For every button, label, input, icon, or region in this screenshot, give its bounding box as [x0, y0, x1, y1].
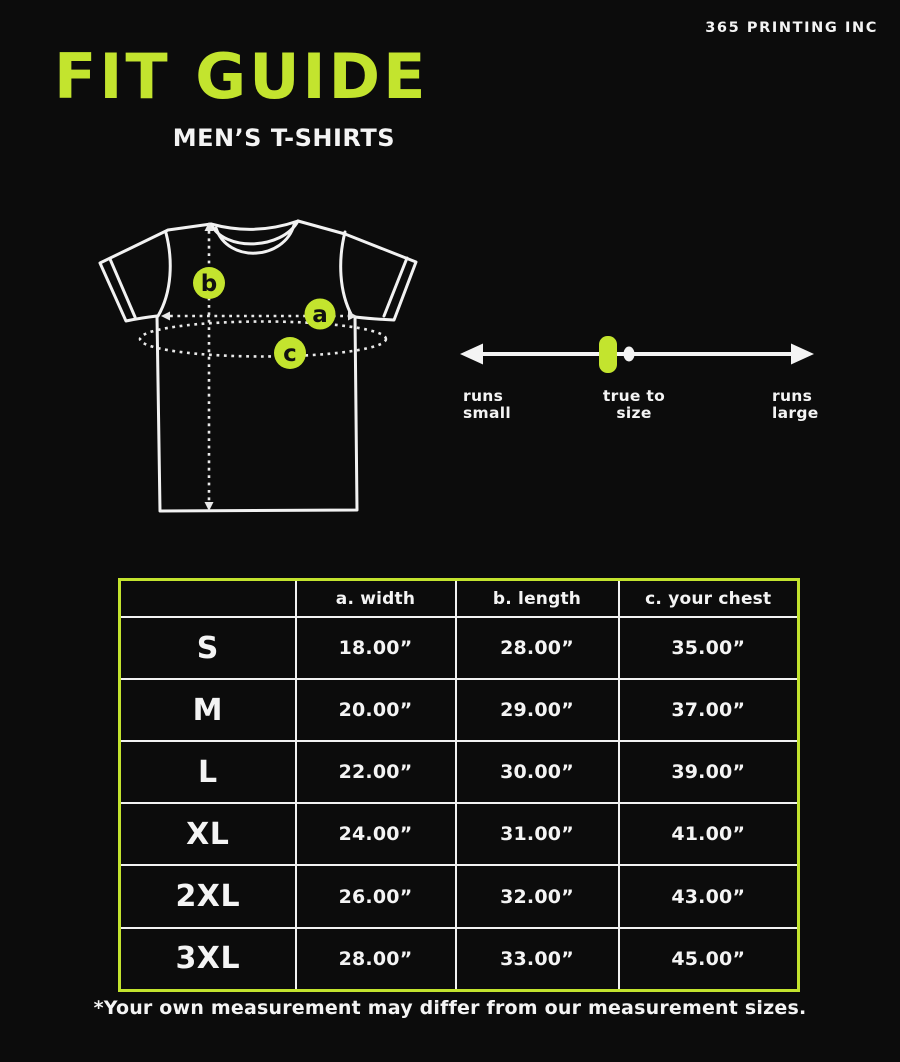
chest-value: 37.00”: [619, 679, 799, 741]
size-label: M: [120, 679, 296, 741]
right-armhole-line: [341, 232, 352, 316]
collar-back-line: [211, 221, 298, 229]
width-value: 24.00”: [296, 803, 456, 865]
left-cuff-line: [110, 259, 135, 317]
size-label: S: [120, 617, 296, 679]
header-length: b. length: [456, 580, 619, 618]
chest-measure-ellipse: [140, 322, 386, 357]
length-value: 31.00”: [456, 803, 619, 865]
table-row: [120, 679, 799, 741]
scale-label-true-to-size: true to size: [602, 387, 666, 422]
length-value: 30.00”: [456, 741, 619, 803]
fit-scale-arrow-left-icon: [460, 344, 483, 365]
size-chart-table: [118, 578, 800, 992]
width-value: 26.00”: [296, 865, 456, 927]
tshirt-outline: [100, 221, 416, 511]
right-cuff-line: [384, 258, 407, 316]
width-value: 18.00”: [296, 617, 456, 679]
size-label: L: [120, 741, 296, 803]
table-header-row: [120, 580, 799, 618]
length-value: 28.00”: [456, 617, 619, 679]
length-value: 33.00”: [456, 928, 619, 991]
size-label: 2XL: [120, 865, 296, 927]
table-row: [120, 741, 799, 803]
header-size: [120, 580, 296, 618]
header-width: a. width: [296, 580, 456, 618]
length-value: 32.00”: [456, 865, 619, 927]
brand-text: 365 PRINTING INC: [705, 20, 878, 36]
chest-value: 43.00”: [619, 865, 799, 927]
header-chest: c. your chest: [619, 580, 799, 618]
width-value: 28.00”: [296, 928, 456, 991]
footnote: *Your own measurement may differ from our measurement sizes.: [93, 997, 807, 1019]
chest-value: 35.00”: [619, 617, 799, 679]
marker-a-label: a: [312, 302, 328, 328]
size-label: XL: [120, 803, 296, 865]
fit-scale-marker: [599, 336, 617, 373]
page-title: FIT GUIDE: [54, 40, 429, 113]
table-row: [120, 617, 799, 679]
page-subtitle: MEN’S T-SHIRTS: [172, 124, 395, 152]
marker-b-label: b: [200, 271, 218, 297]
length-value: 29.00”: [456, 679, 619, 741]
width-value: 22.00”: [296, 741, 456, 803]
fit-scale-arrow-right-icon: [791, 344, 814, 365]
chest-value: 39.00”: [619, 741, 799, 803]
chest-value: 45.00”: [619, 928, 799, 991]
table-row: [120, 803, 799, 865]
scale-label-runs-small: runs small: [463, 387, 511, 422]
fit-scale-graphic: [455, 330, 825, 378]
left-armhole-line: [158, 233, 170, 316]
width-arrow-left-icon: [161, 312, 170, 321]
chest-value: 41.00”: [619, 803, 799, 865]
size-label: 3XL: [120, 928, 296, 991]
fit-scale-dot-icon: [624, 347, 635, 362]
marker-c-label: c: [283, 341, 297, 367]
table-row: [120, 865, 799, 927]
width-value: 20.00”: [296, 679, 456, 741]
scale-label-runs-large: runs large: [772, 387, 819, 422]
tshirt-diagram-icon: [88, 208, 432, 520]
table-row: [120, 928, 799, 991]
